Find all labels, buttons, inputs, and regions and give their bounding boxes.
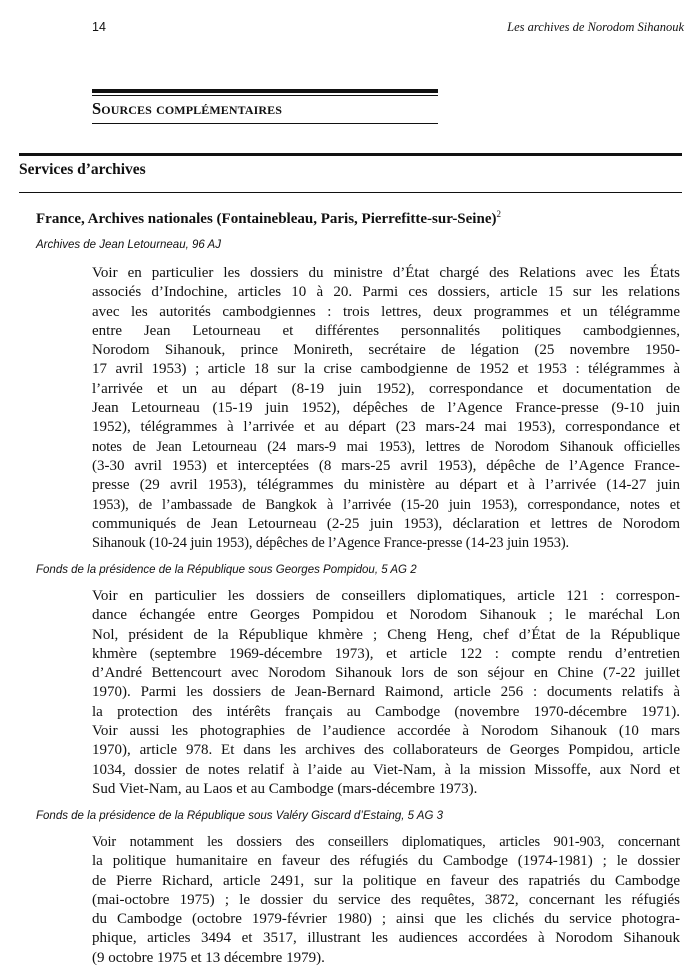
paragraph-line: (3-30 avril 1953) et interceptées (8 mars-25 avril 1953), dépêche de l’Agence France- [92,457,680,474]
paragraph-line: avec les autorités cambodgiennes : trois lettres, deux programmes et un télégramme [92,303,680,320]
paragraph-line: 1034, dossier de notes relatif à l’aide au Viet-Nam, à la mission Missoffe, aux Nord et [92,761,680,778]
sub-heading: Services d’archives [19,161,146,178]
paragraph-giscard [92,833,680,968]
paragraph-line: (9 octobre 1975 et 13 décembre 1979). [92,949,325,966]
archive-heading-text: France, Archives nationales (Fontainebleau, Paris, Pierrefitte-sur-Seine) [36,211,497,227]
paragraph-line: presse (29 avril 1953), télégrammes du ministère au départ et à l’arrivée (14-27 juin [92,477,680,494]
page-number: 14 [92,20,106,34]
paragraph-line: la politique humanitaire en faveur des réfugiés du Cambodge (1974-1981) ; le dossier [92,853,680,870]
section-title: Sources complémentaires [92,99,283,118]
paragraph-line: 17 avril 1953) ; article 18 sur la crise cambodgienne de 1952 et 1953 : télégrammes à [92,361,680,378]
paragraph-line: Jean Letourneau (15-19 juin 1952), dépêches de l’Agence France-presse (9-10 juin [92,400,680,417]
sub-heading-bottom-rule [19,192,682,193]
paragraph-line: Voir notamment les dossiers des conseillers diplomatiques, articles 901-903, concernant [92,834,680,850]
paragraph-line: associés d’Indochine, articles 10 à 20. Parmi ces dossiers, article 15 sur les relations [92,284,680,301]
paragraph-line: Voir en particulier les dossiers du ministre d’État chargé des Relations avec les États [92,265,680,281]
fonds-label-letourneau: Archives de Jean Letourneau, 96 AJ [36,239,221,251]
paragraph-line: l’arrivée et un au départ (8-19 juin 1952), correspondance et documentation de [92,380,680,397]
paragraph-line: entre Jean Letourneau et différentes personnalités politiques cambodgiennes, [92,322,680,339]
section-title-top-rule-thick [92,89,438,93]
paragraph-line: de Pierre Richard, article 2491, sur la politique en faveur des rapatriés du Cambodge [92,872,680,889]
paragraph-pompidou [92,587,680,799]
footnote-reference: 2 [496,209,501,219]
paragraph-line: la protection des intérêts français au Cambodge (novembre 1970-décembre 1971). [92,703,680,720]
section-title-top-rule-thin [92,95,438,96]
paragraph-line: 1970). Parmi les dossiers de Jean-Bernard Raimond, article 256 : documents relatifs à [92,684,680,701]
paragraph-line: Nol, président de la République khmère ; Cheng Heng, chef d’État de la République [92,626,680,643]
paragraph-line: 1953), de l’ambassade de Bangkok à l’arrivée (15-20 juin 1953), correspondance, notes et [92,496,680,513]
paragraph-line: Sihanouk (10-24 juin 1953), dépêches de l’Agence France-presse (14-23 juin 1953). [92,535,570,552]
section-title-bottom-rule [92,123,438,124]
paragraph-line: khmère (septembre 1969-décembre 1973), et article 122 : compte rendu d’entretien [92,645,680,662]
paragraph-line: notes de Jean Letourneau (24 mars-9 mai 1953), lettres de Norodom Sihanouk officielles [92,438,680,455]
archive-heading [36,210,501,228]
paragraph-line: Voir en particulier les dossiers de conseillers diplomatiques, article 121 : correspon- [92,588,680,604]
paragraph-line: Voir aussi les photographies de l’audience accordée à Norodom Sihanouk (10 mars [92,723,680,740]
fonds-label-pompidou: Fonds de la présidence de la République sous Georges Pompidou, 5 AG 2 [36,564,417,576]
paragraph-line: Norodom Sihanouk, prince Monireth, secrétaire de légation (25 novembre 1950- [92,342,680,359]
paragraph-line: d’André Bettencourt avec Norodom Sihanouk lors de son séjour en Chine (7-22 juillet [92,665,680,682]
paragraph-line: Sud Viet-Nam, au Laos et au Cambodge (mars-décembre 1973). [92,780,478,797]
paragraph-line: communiqués de Jean Letourneau (2-25 juin 1953), déclaration et lettres de Norodom [92,515,680,532]
paragraph-line: 1970), article 978. Et dans les archives des collaborateurs de Georges Pompidou, article [92,742,680,759]
paragraph-line: dance échangée entre Georges Pompidou et Norodom Sihanouk ; le maréchal Lon [92,607,680,624]
paragraph-line: 1952), télégrammes à l’arrivée et au départ (23 mars-24 mai 1953), correspondance et [92,419,680,436]
paragraph-letourneau [92,264,680,553]
paragraph-line: phique, articles 3494 et 3517, illustrant les audiences accordées à Norodom Sihanouk [92,930,680,947]
running-head: Les archives de Norodom Sihanouk [507,20,684,34]
fonds-label-giscard: Fonds de la présidence de la République sous Valéry Giscard d’Estaing, 5 AG 3 [36,810,443,822]
sub-heading-top-rule [19,153,682,156]
paragraph-line: (mai-octobre 1975) ; le dossier du service des requêtes, 3872, concernant les réfugiés [92,891,680,908]
paragraph-line: du Cambodge (octobre 1979-février 1980) ; ainsi que les clichés du service photogra- [92,911,680,928]
